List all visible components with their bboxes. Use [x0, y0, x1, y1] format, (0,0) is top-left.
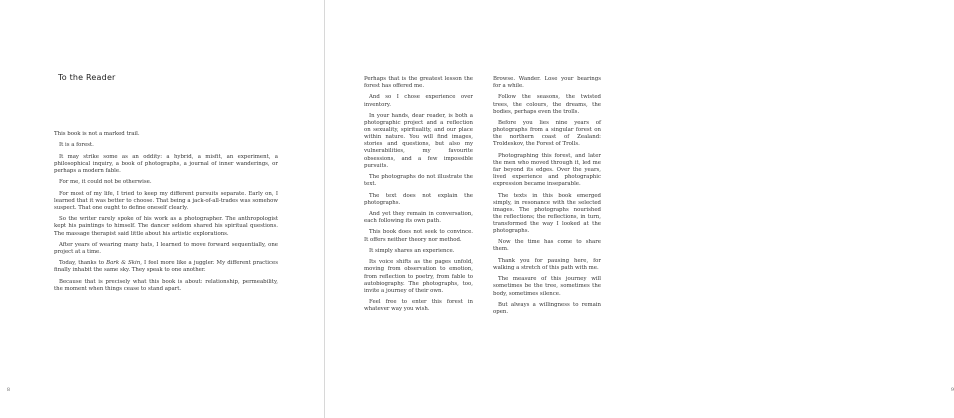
text-run: , I feel more like a juggler. My different practices finally inhabit the same sky. They speak to one another.	[54, 260, 278, 274]
paragraph-with-book-title	[54, 260, 278, 274]
paragraph: The measure of this journey will sometimes be the tree, sometimes the body, sometimes silence.	[493, 276, 601, 297]
paragraph: Feel free to enter this forest in whatever way you wish.	[364, 299, 473, 313]
paragraph: For me, it could not be otherwise.	[59, 179, 152, 186]
book-title: Bark & Skin	[106, 260, 141, 267]
paragraph: But always a willingness to remain open.	[493, 301, 601, 315]
paragraph: And so I chose experience over inventory.	[364, 94, 473, 108]
paragraph: And yet they remain in conversation, each following its own path.	[364, 210, 473, 225]
paragraph: In your hands, dear reader, is both a photographic project and a reflection on sexuality, spirituality, and our place within nature. You will find images, stories and questions, but also my vulnerabilities, my favourite obsessions, and a few impossible pursuits.	[364, 112, 473, 169]
paragraph: Before you lies nine years of photographs from a singular forest on the northern coast of Zealand: Troldeskov, the Forest of Trolls.	[493, 120, 601, 148]
paragraph: Perhaps that is the greatest lesson the forest has offered me.	[364, 76, 473, 90]
paragraph: After years of wearing many hats, I learned to move forward sequentially, one project at a time.	[54, 241, 278, 255]
paragraph: Photographing this forest, and later the men who moved through it, led me far beyond its edges. Over the years, lived experience and photographic expression became inseparable.	[493, 152, 601, 188]
paragraph: For most of my life, I tried to keep my different pursuits separate. Early on, I learned that it was better to choose. That being a jack-of-all-trades was somehow suspect. That one ought to define oneself clearly.	[54, 190, 278, 211]
page-number: 8	[7, 388, 10, 393]
paragraph: It is a forest.	[59, 142, 94, 149]
paragraph: So the writer rarely spoke of his work as a photographer. The anthropologist kept his paintings to himself. The dancer seldom shared his spiritual questions. The massage therapist said little about his artistic explorations.	[54, 216, 278, 237]
paragraph: It simply shares an experience.	[369, 247, 455, 254]
left-text-column	[54, 131, 278, 297]
paragraph: It may strike some as an oddity: a hybrid, a misfit, an experiment, a philosophical inquiry, a book of photographs, a journal of inner wanderings, or perhaps a modern fable.	[54, 153, 278, 174]
paragraph: Its voice shifts as the pages unfold, moving from observation to emotion, from reflection to poetry, from fable to autobiography. The photographs, too, invite a journey of their own.	[364, 259, 473, 294]
paragraph: This book does not seek to convince. It offers neither theory nor method.	[364, 229, 473, 243]
right-text-column-2	[493, 76, 601, 320]
left-page	[0, 0, 325, 418]
paragraph: This book is not a marked trail.	[54, 131, 140, 137]
text-run: Today, thanks to	[59, 260, 107, 267]
paragraph: Because that is precisely what this book is about: relationship, permeability, the moment when things cease to stand apart.	[54, 278, 278, 292]
paragraph: Follow the seasons, the twisted trees, the colours, the dreams, the bodies, perhaps even the trolls.	[493, 94, 601, 115]
page-title: To the Reader	[58, 73, 116, 82]
right-text-column-1	[364, 76, 473, 318]
paragraph: The photographs do not illustrate the text.	[364, 174, 473, 188]
paragraph: The texts in this book emerged simply, in resonance with the selected images. The photographs nourished the reflections; the reflections, in turn, transformed the way I looked at the photographs.	[493, 192, 601, 234]
paragraph: Now the time has come to share them.	[493, 239, 601, 253]
page-number: 9	[951, 388, 954, 393]
paragraph: Browse. Wander. Lose your bearings for a while.	[493, 76, 601, 90]
paragraph: Thank you for pausing here, for walking a stretch of this path with me.	[493, 257, 601, 271]
paragraph: The text does not explain the photographs.	[364, 192, 473, 206]
